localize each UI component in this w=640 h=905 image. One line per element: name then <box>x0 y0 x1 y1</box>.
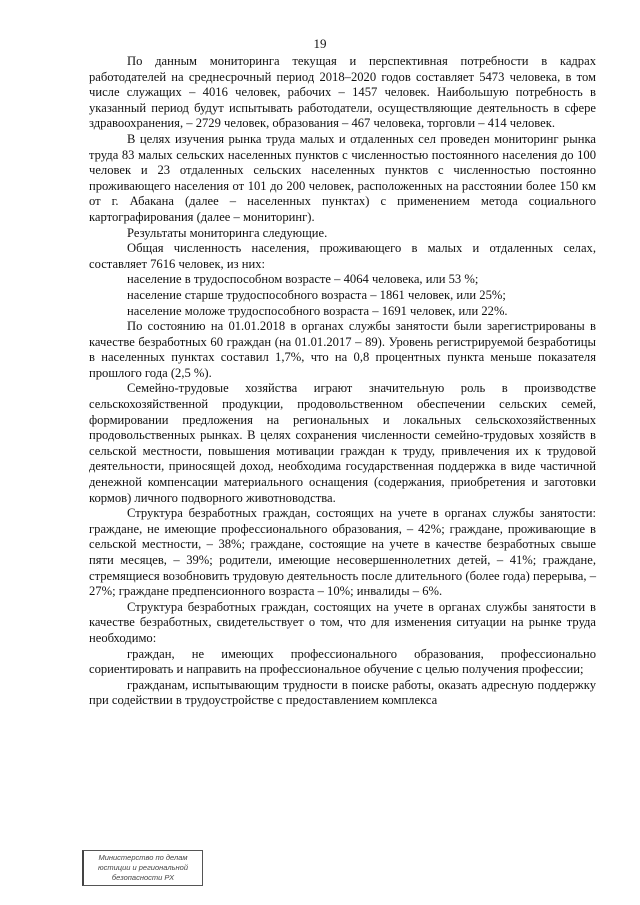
paragraph: По данным мониторинга текущая и перспективная потребности в кадрах работодателей на среднесрочный период 2018–2020 годов составляет 5473 человека, в том числе служащих – 4016 человек, рабочих – 1457 человек. Наибольшую потребность в указанный период будут испытывать работодатели, осуществляющие деятельность в сфере здравоохранения, – 2729 человек, образования – 467 человека, торговли – 414 человек. <box>89 54 596 131</box>
stamp-line: безопасности РХ <box>111 873 175 882</box>
list-item: граждан, не имеющих профессионального образования, профессионально сориентировать и направить на профессиональное обучение с целью получения профессии; <box>89 646 596 677</box>
paragraph: Общая численность населения, проживающего в малых и отдаленных селах, составляет 7616 человек, из них: <box>89 241 596 271</box>
ministry-stamp <box>82 850 203 886</box>
paragraph: Результаты мониторинга следующие. <box>127 225 328 240</box>
document-body <box>89 54 596 709</box>
paragraph: Семейно-трудовые хозяйства играют значительную роль в производстве сельскохозяйственной продукции, продовольственном обеспечении сельских семей, формировании предложения на региональных и локальных сельскохозяйственных продовольственных рынках. В целях сохранения численности семейно-трудовых хозяйств в сельской местности, повышения мотивации граждан к труду, привлечения их к трудовой деятельности, приносящей доход, необходима государственная поддержка в виде частичной денежной компенсации материального оснащения (содержания, приобретения и заготовки кормов) личного подворного животноводства. <box>89 381 596 505</box>
list-item: население старше трудоспособного возраста – 1861 человек, или 25%; <box>127 287 506 302</box>
paragraph: Структура безработных граждан, состоящих на учете в органах службы занятости: граждане, не имеющие профессионального образования, – 42%; граждане, проживающие в сельской местности, – 38%; граждане, состоящие на учете в качестве безработных свыше пяти месяцев, – 39%; родители, имеющие несовершеннолетних детей, – 41%; граждане, стремящиеся возобновить трудовую деятельность после длительного (более года) перерыва, – 27%; граждане предпенсионного возраста – 10%; инвалиды – 6%. <box>89 506 596 599</box>
stamp-line: Министерство по делам <box>98 853 188 862</box>
list-item: население моложе трудоспособного возраста – 1691 человек, или 22%. <box>127 303 508 318</box>
stamp-line: юстиции и региональной <box>97 863 189 872</box>
paragraph: По состоянию на 01.01.2018 в органах службы занятости были зарегистрированы в качестве безработных 60 граждан (на 01.01.2017 – 89). Уровень регистрируемой безработицы в населенных пунктах составил 1,7%, что на 0,8 процентных пункта меньше показателя прошлого года (2,5 %). <box>89 319 596 380</box>
paragraph: Структура безработных граждан, состоящих на учете в органах службы занятости в качестве безработных, свидетельствует о том, что для изменения ситуации на рынке труда необходимо: <box>89 599 596 645</box>
paragraph: В целях изучения рынка труда малых и отдаленных сел проведен мониторинг рынка труда 83 малых сельских населенных пунктов с численностью постоянного населения до 100 человек и 23 отдаленных сельских населенных пунктов с численностью постоянно проживающего населения от 101 до 200 человек, расположенных на расстоянии более 150 км от г. Абакана (далее – населенных пунктах) с применением метода социального картографирования (далее – мониторинг). <box>89 131 596 224</box>
list-item: гражданам, испытывающим трудности в поиске работы, оказать адресную поддержку при содействии в трудоустройстве с предоставлением комплекса <box>89 677 596 708</box>
page-number: 19 <box>313 36 327 51</box>
list-item: население в трудоспособном возрасте – 4064 человека, или 53 %; <box>127 272 479 287</box>
